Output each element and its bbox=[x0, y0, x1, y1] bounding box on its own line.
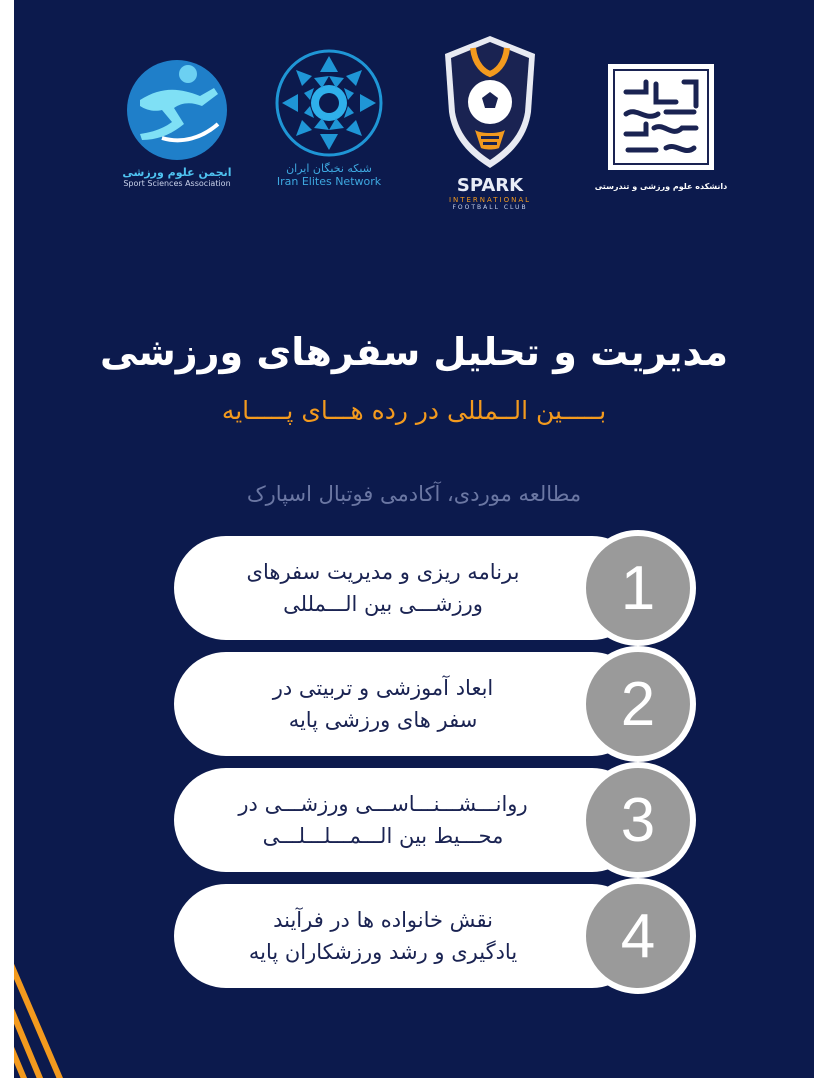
topic-line-1: روانـــشـــنـــاســـی ورزشـــی در bbox=[238, 792, 528, 816]
elites-name-en: Iran Elites Network bbox=[276, 175, 382, 188]
topic-item-2 bbox=[174, 652, 694, 756]
soccer-ball-shield-icon bbox=[435, 32, 545, 172]
anjoman-name-fa: انجمن علوم ورزشی bbox=[122, 166, 232, 179]
topic-line-2: یادگیری و رشد ورزشکاران پایه bbox=[248, 940, 518, 964]
topic-text bbox=[194, 652, 572, 756]
topic-line-1: ابعاد آموزشی و تربیتی در bbox=[272, 676, 494, 700]
topic-pill bbox=[174, 884, 644, 988]
logo-sport-sciences-association bbox=[112, 58, 242, 189]
anjoman-name-en: Sport Sciences Association bbox=[123, 179, 231, 188]
topic-line-2: سفر های ورزشی پایه bbox=[288, 708, 478, 732]
calligraphy-seal-icon bbox=[606, 62, 716, 172]
topic-number-badge: 1 bbox=[580, 530, 696, 646]
runner-icon bbox=[122, 58, 232, 162]
orange-stripes-decoration bbox=[14, 938, 94, 1078]
topic-item-1 bbox=[174, 536, 694, 640]
topic-line-2: محـــیط بین الـــمـــلـــلـــی bbox=[262, 824, 504, 848]
topic-line-2: ورزشـــی بین الـــمللی bbox=[283, 592, 483, 616]
topic-number-badge: 4 bbox=[580, 878, 696, 994]
topic-item-3 bbox=[174, 768, 694, 872]
elites-name-fa: شبکه نخبگان ایران bbox=[286, 162, 372, 175]
subtitle: بـــــین الــمللی در رده هـــای پـــــایه bbox=[221, 396, 607, 425]
poster bbox=[14, 0, 814, 1078]
topic-text bbox=[194, 884, 572, 988]
topic-line-1: برنامه ریزی و مدیریت سفرهای bbox=[246, 560, 520, 584]
spark-sub2: FOOTBALL CLUB bbox=[452, 204, 528, 211]
spark-name: SPARK bbox=[456, 175, 524, 196]
topic-text bbox=[194, 768, 572, 872]
logo-shahid-beheshti bbox=[586, 62, 736, 192]
spark-sub: INTERNATIONAL bbox=[448, 196, 532, 204]
topic-text bbox=[194, 536, 572, 640]
main-title: مدیریت و تحلیل سفرهای ورزشی bbox=[99, 330, 728, 374]
logo-iran-elites-network bbox=[264, 48, 394, 188]
topic-pill bbox=[174, 768, 644, 872]
topic-number-badge: 3 bbox=[580, 762, 696, 878]
topic-number-badge: 2 bbox=[580, 646, 696, 762]
case-study-line: مطالعه موردی، آکادمی فوتبال اسپارک bbox=[246, 482, 582, 506]
topic-pill bbox=[174, 536, 644, 640]
topic-pill bbox=[174, 652, 644, 756]
beheshti-caption: دانشکده علوم ورزشی و تندرستی bbox=[594, 182, 728, 191]
topic-line-1: نقش خانواده ها در فرآیند bbox=[273, 908, 493, 932]
topic-item-4 bbox=[174, 884, 694, 988]
mosaic-circle-icon bbox=[274, 48, 384, 158]
logo-spark-international bbox=[430, 32, 550, 211]
